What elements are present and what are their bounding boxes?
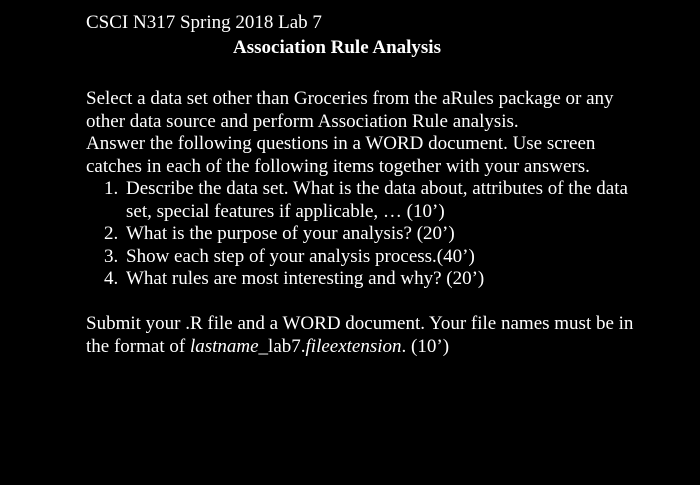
submit-paragraph xyxy=(86,313,646,358)
document-title: Association Rule Analysis xyxy=(233,37,441,58)
question-list xyxy=(86,178,646,291)
submit-points: . (10’) xyxy=(401,335,450,357)
question-text: What rules are most interesting and why? (20’) xyxy=(126,268,485,289)
submit-filename-extension: fileextension xyxy=(305,335,402,357)
question-item xyxy=(86,178,646,223)
submit-text: Submit your .R file and a WORD document. Your file names must be in the format of xyxy=(86,313,634,357)
question-item xyxy=(86,246,646,269)
question-number: 4. xyxy=(104,268,119,289)
question-number: 1. xyxy=(104,178,119,199)
submit-filename-lastname: lastname xyxy=(189,335,259,357)
question-text: Show each step of your analysis process.(40’) xyxy=(126,245,475,267)
instructions-paragraph: Answer the following questions in a WORD document. Use screen catches in each of the following items together with your answers. xyxy=(86,133,596,177)
question-number: 2. xyxy=(104,223,119,244)
question-number: 3. xyxy=(104,245,119,267)
question-text: Describe the data set. What is the data about, attributes of the data set, special features if applicable, … (10’) xyxy=(126,178,628,222)
document-body xyxy=(86,88,646,358)
submit-filename-suffix: _lab7. xyxy=(258,335,306,357)
question-item xyxy=(86,223,646,246)
question-text: What is the purpose of your analysis? (20’) xyxy=(126,223,455,244)
question-item xyxy=(86,268,646,291)
course-line: CSCI N317 Spring 2018 Lab 7 xyxy=(86,12,322,33)
intro-paragraph: Select a data set other than Groceries from the aRules package or any other data source and perform Association Rule analysis. xyxy=(86,88,614,132)
